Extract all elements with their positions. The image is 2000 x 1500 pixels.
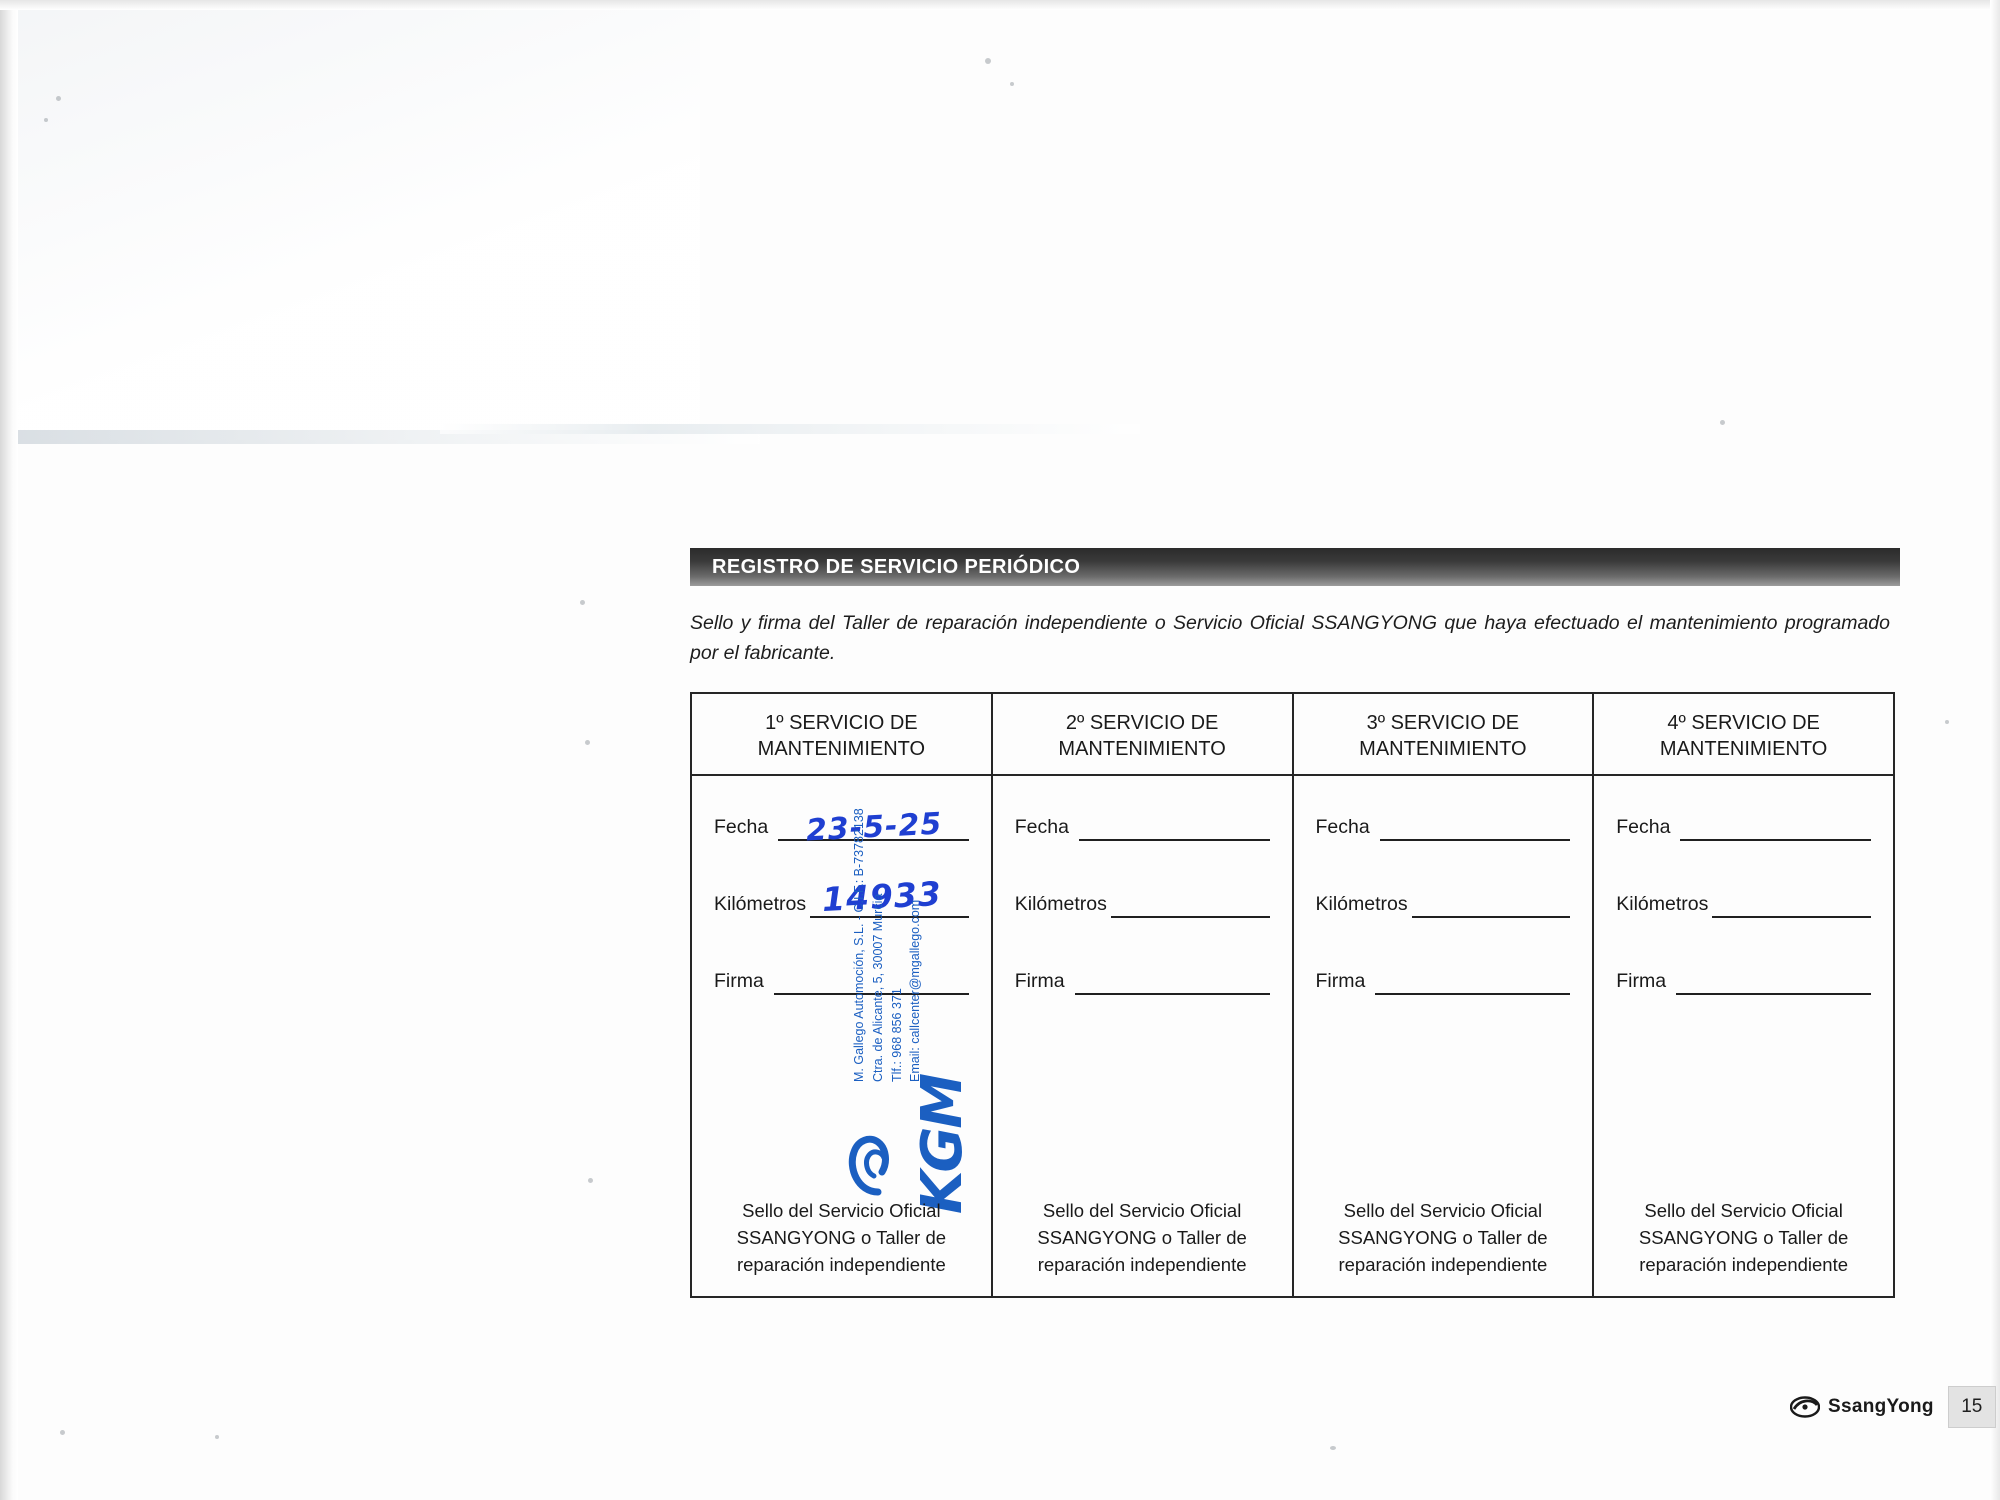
field-line-firma-3[interactable] — [1375, 973, 1570, 995]
field-label-kilometros-1: Kilómetros — [714, 893, 807, 916]
scan-speck — [1330, 1446, 1336, 1450]
field-label-firma-1: Firma — [714, 970, 764, 993]
service-cell-4 — [1593, 775, 1894, 1297]
scan-edge-left — [0, 0, 18, 1500]
service-record-document — [690, 548, 1900, 1298]
column-header-2: 2º SERVICIO DE MANTENIMIENTO — [992, 693, 1293, 775]
page-number: 15 — [1948, 1386, 1996, 1428]
field-line-fecha-3[interactable] — [1380, 819, 1571, 841]
scan-speck — [985, 58, 991, 64]
scan-speck — [1010, 82, 1014, 86]
stamp-caption-3: Sello del Servicio Oficial SSANGYONG o Taller de reparación independiente — [1338, 1200, 1548, 1275]
field-fecha-1[interactable] — [714, 806, 969, 849]
intro-text: Sello y firma del Taller de reparación independiente o Servicio Oficial SSANGYONG que haya efectuado el mantenimiento programado por el fabricante. — [690, 612, 1890, 665]
field-line-kilometros-2[interactable] — [1111, 896, 1270, 918]
field-fecha-3[interactable] — [1316, 816, 1571, 841]
field-firma-4[interactable] — [1616, 970, 1871, 995]
stamp-caption-4: Sello del Servicio Oficial SSANGYONG o Taller de reparación independiente — [1638, 1200, 1849, 1275]
field-kilometros-2[interactable] — [1015, 893, 1270, 918]
field-label-firma-2: Firma — [1014, 970, 1065, 993]
field-kilometros-3[interactable] — [1316, 893, 1571, 918]
field-label-firma-4: Firma — [1616, 970, 1667, 993]
stamp-line-company: M. Gallego Automoción, S.L. - C.I.F.: B-73782138 — [852, 808, 866, 1083]
column-header-4: 4º SERVICIO DE MANTENIMIENTO — [1593, 693, 1894, 775]
field-label-kilometros-4: Kilómetros — [1616, 893, 1709, 916]
maintenance-service-table — [690, 692, 1895, 1298]
scan-speck — [585, 740, 590, 745]
field-firma-1[interactable] — [714, 970, 969, 995]
field-line-kilometros-4[interactable] — [1712, 896, 1871, 918]
scan-speck — [215, 1435, 219, 1439]
kgm-swoosh-icon — [844, 1128, 906, 1202]
column-header-3: 3º SERVICIO DE MANTENIMIENTO — [1293, 693, 1594, 775]
scan-speck — [588, 1178, 593, 1183]
field-line-fecha-2[interactable] — [1079, 819, 1270, 841]
field-label-fecha-3: Fecha — [1315, 816, 1370, 839]
scan-speck — [1720, 420, 1725, 425]
field-label-fecha-2: Fecha — [1014, 816, 1069, 839]
scan-artifact-band-right — [440, 424, 1140, 434]
field-label-kilometros-3: Kilómetros — [1315, 893, 1408, 916]
scan-edge-right — [1990, 0, 2000, 1500]
stamp-caption-2: Sello del Servicio Oficial SSANGYONG o Taller de reparación independiente — [1037, 1200, 1247, 1275]
handwritten-kilometros-1: 14933 — [821, 874, 943, 920]
section-banner — [690, 548, 1900, 586]
field-line-kilometros-3[interactable] — [1412, 896, 1571, 918]
field-fecha-2[interactable] — [1015, 816, 1270, 841]
field-line-firma-1[interactable] — [774, 973, 969, 995]
field-kilometros-1[interactable] — [714, 874, 969, 920]
scan-speck — [56, 96, 61, 101]
kgm-logo-text: KGM — [910, 1075, 975, 1215]
table-body-row — [691, 775, 1894, 1297]
field-kilometros-4[interactable] — [1616, 893, 1871, 918]
table-header-row — [691, 693, 1894, 775]
field-firma-2[interactable] — [1015, 970, 1270, 995]
field-line-firma-2[interactable] — [1075, 973, 1270, 995]
service-cell-3 — [1293, 775, 1594, 1297]
scan-artifact-top-left — [0, 0, 700, 440]
column-header-1: 1º SERVICIO DE MANTENIMIENTO — [691, 693, 992, 775]
field-line-firma-4[interactable] — [1676, 973, 1871, 995]
section-title: REGISTRO DE SERVICIO PERIÓDICO — [712, 555, 1081, 578]
page-footer — [1790, 1386, 1996, 1428]
stamp-line-address: Ctra. de Alicante, 5, 30007 Murcia — [870, 894, 885, 1083]
stamp-caption-1: Sello del Servicio Oficial SSANGYONG o Taller de reparación independiente — [736, 1200, 947, 1275]
brand-logo — [1790, 1396, 1934, 1418]
scan-speck — [44, 118, 48, 122]
brand-name: SsangYong — [1828, 1396, 1934, 1417]
service-cell-2 — [992, 775, 1293, 1297]
handwritten-fecha-1: 23-5-25 — [805, 806, 944, 849]
scan-speck — [580, 600, 585, 605]
field-line-fecha-4[interactable] — [1680, 819, 1871, 841]
stamp-line-phone: Tlf.: 968 856 371 — [889, 988, 904, 1083]
scan-edge-top — [0, 0, 2000, 10]
field-label-kilometros-2: Kilómetros — [1014, 893, 1107, 916]
field-fecha-4[interactable] — [1616, 816, 1871, 841]
stamp-line-email: Email: callcenter@mgallego.com — [908, 900, 923, 1083]
field-label-fecha-4: Fecha — [1616, 816, 1671, 839]
ssangyong-emblem-icon — [1790, 1396, 1820, 1418]
field-firma-3[interactable] — [1316, 970, 1571, 995]
field-label-firma-3: Firma — [1315, 970, 1366, 993]
service-cell-1 — [691, 775, 992, 1297]
scan-speck — [1945, 720, 1949, 724]
field-label-fecha-1: Fecha — [714, 816, 769, 839]
scan-speck — [60, 1430, 65, 1435]
